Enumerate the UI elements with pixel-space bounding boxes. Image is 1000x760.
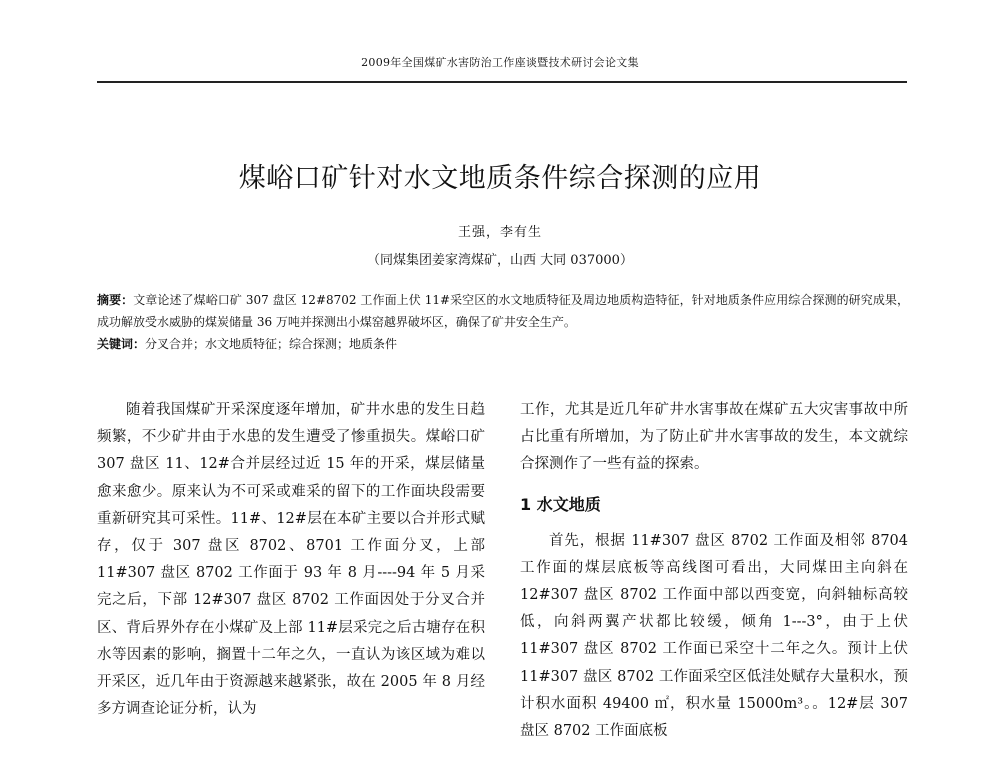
abstract <box>97 289 909 333</box>
header-rule <box>97 81 907 83</box>
keywords-text: 分叉合并；水文地质特征；综合探测；地质条件 <box>145 337 398 351</box>
right-column-paragraph: 首先，根据 11#307 盘区 8702 工作面及相邻 8704 工作面的煤层底板等高线图可看出，大同煤田主向斜在 12#307 盘区 8702 工作面中部以西变宽，向斜轴标高较低，向斜两翼产状都比较缓，倾角 1---3°，由于上伏 11#307 盘区 8702 工作面已采空十二年之久。预计上伏 11#307 盘区 8702 工作面采空区低洼处赋存大量积水，预计积水面积 49400 ㎡，积水量 15000m³。。12#层 307 盘区 8702 工作面底板 <box>520 532 908 740</box>
abstract-label: 摘要： <box>97 293 134 307</box>
right-column <box>520 397 908 745</box>
running-header: 2009年全国煤矿水害防治工作座谈暨技术研讨会论文集 <box>361 56 639 69</box>
section-heading: 1 水文地质 <box>520 494 601 514</box>
paper-title: 煤峪口矿针对水文地质条件综合探测的应用 <box>238 163 762 194</box>
keywords <box>97 333 909 355</box>
right-column-intro-paragraph: 工作，尤其是近几年矿井水害事故在煤矿五大灾害事故中所占比重有所增加，为了防止矿井水害事故的发生，本文就综合探测作了一些有益的探索。 <box>520 402 908 473</box>
keywords-label: 关键词： <box>97 337 146 351</box>
left-column-paragraph: 随着我国煤矿开采深度逐年增加，矿井水患的发生日趋频繁，不少矿井由于水患的发生遭受了惨重损失。煤峪口矿 307 盘区 11、12#合并层经过近 15 年的开采，煤层储量愈来愈少。原来认为不可采或难采的留下的工作面块段需要重新研究其可采性。11#、12#层在本矿主要以合并形式赋存，仅于 307 盘区 8702、8701 工作面分叉，上部 11#307 盘区 8702 工作面于 93 年 8 月----94 年 5 月采完之后，下部 12#307 盘区 8702 工作面因处于分叉合并区、背后界外存在小煤矿及上部 11#层采完之后古塘存在积水等因素的影响，搁置十二年之久，一直认为该区域为难以开采区，近几年由于资源越来越紧张，故在 2005 年 8 月经多方调查论证分析，认为 <box>97 402 485 718</box>
abstract-text: 文章论述了煤峪口矿 307 盘区 12#8702 工作面上伏 11#采空区的水文地质特征及周边地质构造特征，针对地质条件应用综合探测的研究成果，成功解放受水威胁的煤炭储量 36 万吨并探测出小煤窑越界破坏区，确保了矿井安全生产。 <box>97 293 909 329</box>
paper-affiliation: （同煤集团姜家湾煤矿，山西 大同 037000） <box>367 253 633 268</box>
paper-authors: 王强，李有生 <box>457 225 542 240</box>
abstract-block <box>97 289 909 355</box>
left-column <box>97 397 485 723</box>
